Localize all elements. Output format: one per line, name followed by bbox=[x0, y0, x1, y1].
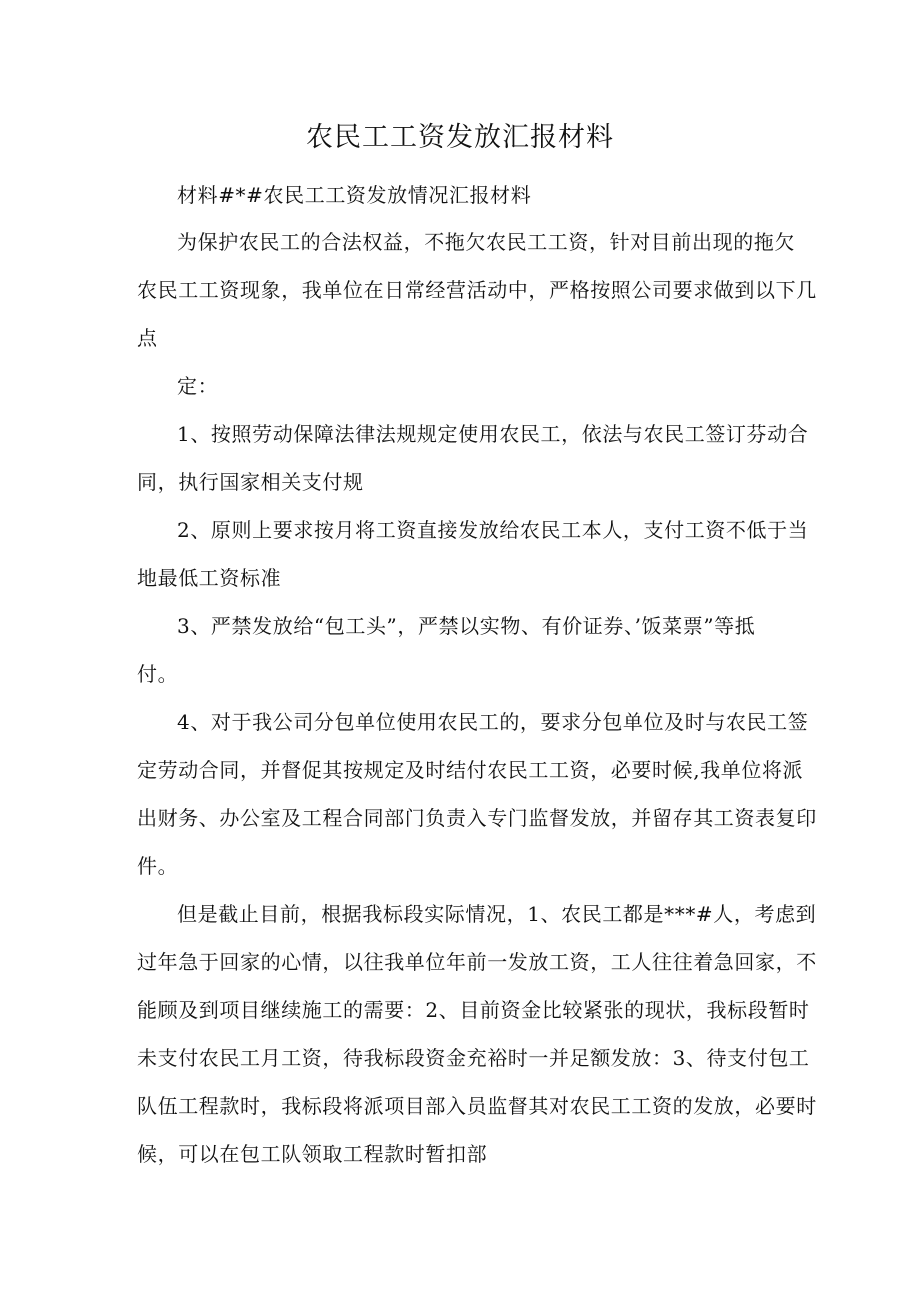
item-4-line-2: 定劳动合同，并督促其按规定及时结付农民工工资，必要时候,我单位将派 bbox=[137, 758, 804, 782]
ding-paragraph bbox=[137, 362, 797, 410]
item-3-line-1: 3、严禁发放给“包工头”，严禁以实物、有价证券、’饭菜票”等抵 bbox=[177, 614, 756, 638]
intro-line-3: 点 bbox=[137, 326, 158, 350]
closing-line-1: 但是截止目前，根据我标段实际情况，1、农民工都是***#人，考虑到 bbox=[177, 902, 817, 926]
subtitle-line: 材料#*#农民工工资发放情况汇报材料 bbox=[177, 183, 532, 207]
closing-line-4: 未支付农民工月工资，待我标段资金充裕时一并足额发放：3、待支付包工 bbox=[137, 1046, 810, 1070]
closing-line-6: 候，可以在包工队领取工程款时暂扣部 bbox=[137, 1142, 488, 1166]
document-title: 农民工工资发放汇报材料 bbox=[306, 122, 614, 153]
item-2-line-2: 地最低工资标准 bbox=[137, 566, 282, 590]
item-3-line-2: 付。 bbox=[137, 662, 179, 686]
closing-paragraph bbox=[137, 890, 817, 1178]
item-2-line-1: 2、原则上要求按月将工资直接发放给农民工本人，支付工资不低于当 bbox=[177, 518, 809, 542]
item-2-paragraph bbox=[137, 506, 809, 602]
item-4-line-3: 出财务、办公室及工程合同部门负责入专门监督发放，并留存其工资表复印 bbox=[137, 806, 817, 830]
item-1-line-2: 同，执行国家相关支付规 bbox=[137, 470, 364, 494]
item-4-line-1: 4、对于我公司分包单位使用农民工的，要求分包单位及时与农民工签 bbox=[177, 710, 809, 734]
closing-line-3: 能顾及到项目继续施工的需要：2、目前资金比较紧张的现状，我标段暂时 bbox=[137, 998, 810, 1022]
item-1-line-1: 1、按照劳动保障法律法规规定使用农民工，依法与农民工签订芬动合 bbox=[177, 422, 809, 446]
ding-line: 定： bbox=[177, 374, 219, 398]
item-4-line-4: 件。 bbox=[137, 854, 179, 878]
item-3-paragraph bbox=[137, 602, 797, 698]
intro-line-1: 为保护农民工的合法权益，不拖欠农民工工资，针对目前出现的拖欠 bbox=[177, 230, 795, 254]
subtitle-paragraph bbox=[137, 171, 797, 219]
item-1-paragraph bbox=[137, 410, 809, 506]
intro-line-2: 农民工工资现象，我单位在日常经营活动中，严格按照公司要求做到以下几 bbox=[137, 278, 817, 302]
closing-line-5: 队伍工程款时，我标段将派项目部入员监督其对农民工工资的发放，必要时 bbox=[137, 1094, 817, 1118]
closing-line-2: 过年急于回家的心情，以往我单位年前一发放工资，工人往往着急回家，不 bbox=[137, 950, 817, 974]
intro-paragraph bbox=[137, 218, 817, 362]
item-4-paragraph bbox=[137, 698, 817, 890]
